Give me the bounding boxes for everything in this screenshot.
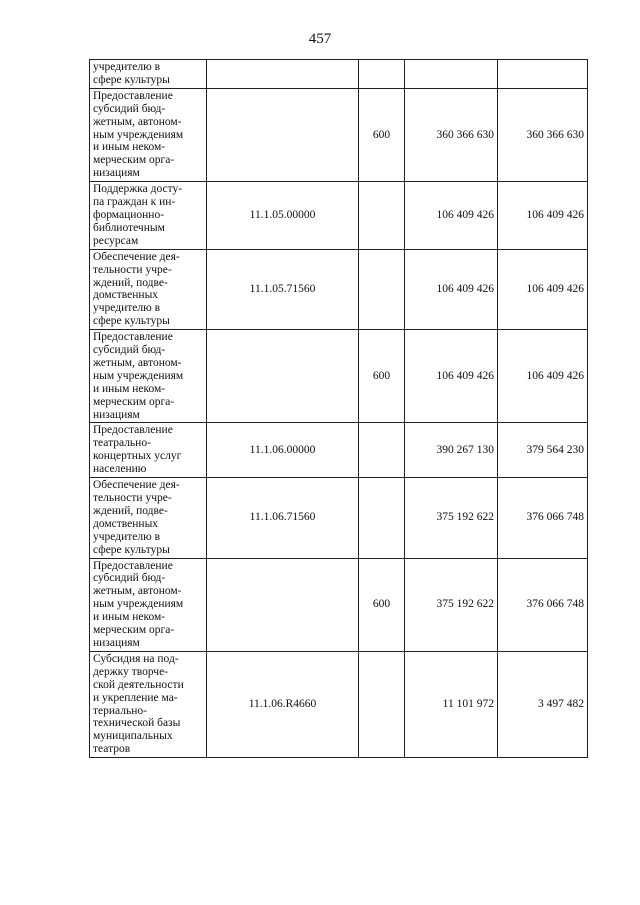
row-code-cell: 11.1.06.00000	[207, 423, 359, 478]
row-name-cell: Предоставление субсидий бюд- жетным, автоном- ным учреждениям и иным неком- мерческим орга- низациям	[90, 88, 207, 181]
row-amount-year2-cell: 3 497 482	[498, 651, 588, 757]
row-expense-type-cell	[359, 478, 405, 558]
table-row	[90, 478, 588, 558]
row-amount-year1-cell	[405, 60, 498, 89]
row-expense-type-cell	[359, 60, 405, 89]
row-amount-year2-cell: 379 564 230	[498, 423, 588, 478]
row-name-cell: Предоставление субсидий бюд- жетным, автоном- ным учреждениям и иным неком- мерческим орга- низациям	[90, 558, 207, 651]
row-amount-year2-cell: 106 409 426	[498, 249, 588, 329]
row-amount-year2-cell: 360 366 630	[498, 88, 588, 181]
row-amount-year2-cell: 106 409 426	[498, 330, 588, 423]
row-amount-year2-cell: 106 409 426	[498, 182, 588, 250]
row-name-cell: Предоставление театрально- концертных услуг населению	[90, 423, 207, 478]
row-expense-type-cell	[359, 249, 405, 329]
row-expense-type-cell	[359, 182, 405, 250]
row-name-cell: Поддержка досту- па граждан к ин- формационно- библиотечным ресурсам	[90, 182, 207, 250]
row-amount-year2-cell: 376 066 748	[498, 558, 588, 651]
budget-table	[89, 59, 588, 758]
table-row	[90, 330, 588, 423]
table-row	[90, 249, 588, 329]
row-amount-year2-cell: 376 066 748	[498, 478, 588, 558]
row-amount-year2-cell	[498, 60, 588, 89]
row-code-cell	[207, 60, 359, 89]
page-number: 457	[308, 31, 332, 47]
row-amount-year1-cell: 360 366 630	[405, 88, 498, 181]
row-expense-type-cell: 600	[359, 558, 405, 651]
row-amount-year1-cell: 106 409 426	[405, 249, 498, 329]
table-row	[90, 558, 588, 651]
row-name-cell: Обеспечение дея- тельности учре- ждений, подве- домственных учредителю в сфере культуры	[90, 478, 207, 558]
row-amount-year1-cell: 375 192 622	[405, 558, 498, 651]
row-name-cell: учредителю в сфере культуры	[90, 60, 207, 89]
row-code-cell: 11.1.05.00000	[207, 182, 359, 250]
row-expense-type-cell: 600	[359, 88, 405, 181]
table-row	[90, 88, 588, 181]
row-name-cell: Обеспечение дея- тельности учре- ждений, подве- домственных учредителю в сфере культуры	[90, 249, 207, 329]
row-code-cell	[207, 330, 359, 423]
table-row	[90, 182, 588, 250]
row-expense-type-cell	[359, 651, 405, 757]
row-amount-year1-cell: 11 101 972	[405, 651, 498, 757]
table-row	[90, 60, 588, 89]
row-amount-year1-cell: 106 409 426	[405, 182, 498, 250]
row-code-cell: 11.1.05.71560	[207, 249, 359, 329]
row-code-cell	[207, 558, 359, 651]
row-name-cell: Предоставление субсидий бюд- жетным, автоном- ным учреждениям и иным неком- мерческим орга- низациям	[90, 330, 207, 423]
row-expense-type-cell	[359, 423, 405, 478]
row-amount-year1-cell: 375 192 622	[405, 478, 498, 558]
row-amount-year1-cell: 106 409 426	[405, 330, 498, 423]
table-row	[90, 651, 588, 757]
row-code-cell: 11.1.06.71560	[207, 478, 359, 558]
row-expense-type-cell: 600	[359, 330, 405, 423]
row-amount-year1-cell: 390 267 130	[405, 423, 498, 478]
row-code-cell	[207, 88, 359, 181]
row-code-cell: 11.1.06.R4660	[207, 651, 359, 757]
table-row	[90, 423, 588, 478]
table-body	[90, 60, 588, 758]
row-name-cell: Субсидия на под- держку творче- ской деятельности и укрепление ма- териально- технической базы муниципальных театров	[90, 651, 207, 757]
